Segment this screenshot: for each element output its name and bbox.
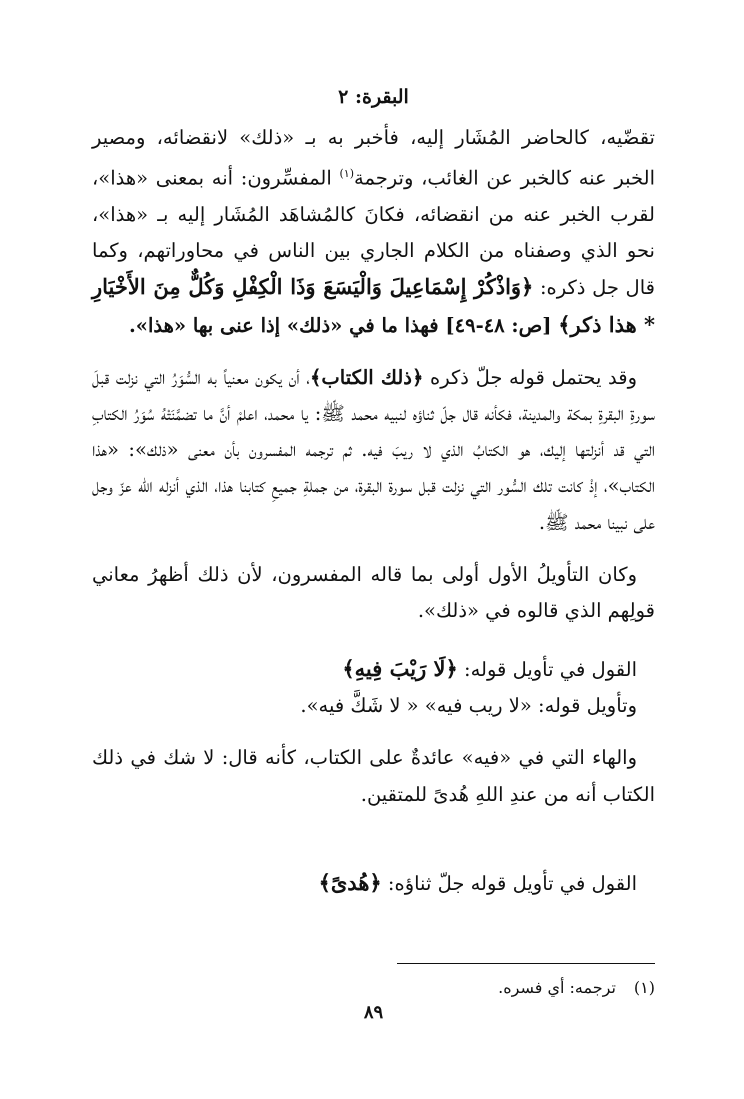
paragraph-1-text-b: المفسِّرون: أنه بمعنى «هذا»، لقرب الخبر عنه من انقضائه، فكانَ كالمُشاهَد المُشَار إليه بـ «هذا»، نحو الذي وصفناه من الكلام الجاري بين الناس في محاوراتهم، وكما قال جل ذكره: xyxy=(92,166,655,300)
paragraph-4: وتأويل قوله: «لا ريب فيه» « لا شَكَّ فيه». xyxy=(300,694,637,718)
quran-verse-sad: ﴿وَاذْكُرْ إِسْمَاعِيلَ وَالْيَسَعَ وَذَا الْكِفْلِ وَكُلٌّ مِنَ الأَخْيَارِ * هذا ذكر﴾ xyxy=(92,274,655,337)
paragraph-3: وكان التأويلُ الأول أولى بما قاله المفسرون، لأن ذلك أظهرُ معاني قولِهم الذي قالوه في «ذلك». xyxy=(92,562,655,622)
footnote-divider xyxy=(397,963,655,964)
spacer xyxy=(92,724,655,740)
section-heading-label: القول في تأويل قوله: xyxy=(457,658,637,682)
paragraph-1 xyxy=(92,120,655,344)
spacer xyxy=(92,344,655,360)
spacer xyxy=(92,813,655,865)
quran-phrase-dhalika-alkitab: ﴿ذلك الكتاب﴾ xyxy=(309,365,424,389)
quran-phrase-hudan: ﴿هُدىً﴾ xyxy=(318,869,382,895)
footnote xyxy=(498,978,655,997)
paragraph-2-text-a: وقد يحتمل قوله جلّ ذكره xyxy=(423,365,637,389)
book-page xyxy=(92,80,655,1040)
section-heading-hudan xyxy=(92,865,655,902)
footnote-text: ترجمه: أي فسره. xyxy=(498,978,616,997)
paragraph-5: والهاء التي في «فيه» عائدةٌ على الكتاب، كأنه قال: لا شك في ذلك الكتاب أنه من عندِ اللهِ هُدىً للمتقين. xyxy=(92,746,655,806)
footnote-marker[interactable]: (١) xyxy=(339,167,354,181)
page-number: ٨٩ xyxy=(363,1002,384,1023)
quran-phrase-la-rayba-fihi: ﴿لَا رَيْبَ فِيهِ﴾ xyxy=(342,656,458,682)
spacer xyxy=(92,629,655,651)
footnote-number: (١) xyxy=(633,978,655,997)
paragraph-2 xyxy=(92,360,655,541)
paragraph-2-text-b: ، أن يكون معنياً به السُّوَرُ التي نزلت قبلَ سورةِ البقرةِ بمكة والمدينة، فكأنه قال جلّ ثناؤه لنبيه محمد ﷺ: يا محمد، اعلمْ أنَّ ما تضمَّنَتْهُ سُوَرُ الكتابِ التي قد أنزلتها إليك، هو الكتابُ الذي لا ريبَ فيه. ثم ترجمه المفسرون بأن معنى «ذلك»: «هذا الكتاب»، إذْ كانت تلك السُّور التي نزلت قبل سورة البقرة، من جملةِ جميعِ كتابنا هذا، الذي أنزله الله عزّ وجل على نبينا محمد ﷺ. xyxy=(92,365,655,534)
running-header: البقرة: ٢ xyxy=(338,86,409,108)
paragraph-1-text-c: [ص: ٤٨-٤٩] فهذا ما في «ذلك» إذا عنى بها «هذا». xyxy=(128,313,559,337)
paragraph-1-text-a: تقضّيه، كالحاضر المُشَار إليه، فأخبر به بـ «ذلك» لانقضائه، ومصير الخبر عنه كالخبر عن الغائب، وترجمة xyxy=(92,126,655,190)
spacer xyxy=(92,541,655,557)
section-heading-la-rayba xyxy=(92,651,655,688)
section-heading-label: القول في تأويل قوله جلّ ثناؤه: xyxy=(381,871,637,895)
